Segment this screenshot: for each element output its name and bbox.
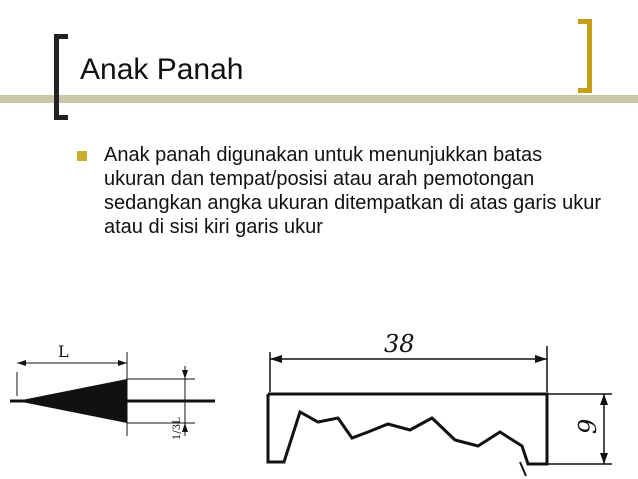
arrow-length-label: L [58,342,69,361]
arrowhead-shape [17,379,127,423]
left-bracket-decoration [54,34,68,120]
part-dim-arrow-left [270,355,282,363]
title-band [0,95,638,103]
dim-arrow-left [17,360,26,366]
part-drawing [268,346,612,476]
bullet-text: Anak panah digunakan untuk menunjukkan batas ukuran dan tempat/posisi atau arah pemotongan sedangkan angka ukuran ditempatkan di atas garis ukur atau di sisi kiri garis ukur [104,144,601,238]
part-outline [268,394,547,464]
arrow-fraction-label: 1/3L [172,417,183,440]
arrowhead-proportion-drawing [10,352,215,436]
right-bracket-decoration [578,19,592,93]
part-dim-arrow-right [535,355,547,363]
part-height-label: 9 [574,418,602,434]
part-length-label: 38 [384,330,415,358]
slide-title: Anak Panah [80,53,244,86]
bullet-square-icon [77,151,87,161]
part-dim-arrow-top [600,394,608,405]
dim-arrow-right [118,360,127,366]
part-dim-arrow-bottom [600,453,608,464]
technical-drawing [0,320,638,479]
dim-arrow-top [182,370,188,379]
part-break-mark [520,462,526,476]
